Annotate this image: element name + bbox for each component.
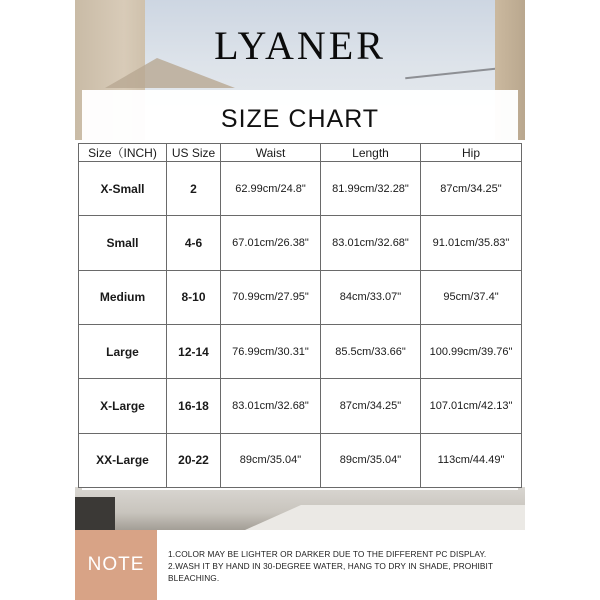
size-cell: Small xyxy=(79,216,167,270)
waist-cell: 62.99cm/24.8" xyxy=(221,162,321,216)
size-cell: Large xyxy=(79,324,167,378)
size-table xyxy=(78,143,522,488)
size-cell: Medium xyxy=(79,270,167,324)
note-line: BLEACHING. xyxy=(168,573,220,583)
header-size: Size（INCH) xyxy=(79,144,167,162)
length-cell: 81.99cm/32.28" xyxy=(321,162,421,216)
hip-cell: 100.99cm/39.76" xyxy=(421,324,522,378)
us-size-cell: 12-14 xyxy=(167,324,221,378)
waist-cell: 76.99cm/30.31" xyxy=(221,324,321,378)
waist-cell: 70.99cm/27.95" xyxy=(221,270,321,324)
hip-cell: 95cm/37.4" xyxy=(421,270,522,324)
table-row xyxy=(79,324,522,378)
waist-cell: 67.01cm/26.38" xyxy=(221,216,321,270)
table-header-row xyxy=(79,144,522,162)
hip-cell: 113cm/44.49" xyxy=(421,433,522,487)
us-size-cell: 20-22 xyxy=(167,433,221,487)
table-row xyxy=(79,162,522,216)
header-hip: Hip xyxy=(421,144,522,162)
length-cell: 87cm/34.25" xyxy=(321,379,421,433)
walkway-image xyxy=(245,505,525,530)
waist-cell: 89cm/35.04" xyxy=(221,433,321,487)
table-row xyxy=(79,270,522,324)
background-photo-bottom xyxy=(75,487,525,530)
us-size-cell: 16-18 xyxy=(167,379,221,433)
us-size-cell: 2 xyxy=(167,162,221,216)
note-label: NOTE xyxy=(87,554,145,575)
table-row xyxy=(79,379,522,433)
size-cell: XX-Large xyxy=(79,433,167,487)
note-line: 2.WASH IT BY HAND IN 30-DEGREE WATER, HANG TO DRY IN SHADE, PROHIBIT xyxy=(168,561,494,571)
us-size-cell: 8-10 xyxy=(167,270,221,324)
note-badge xyxy=(75,530,157,600)
header-waist: Waist xyxy=(221,144,321,162)
length-cell: 83.01cm/32.68" xyxy=(321,216,421,270)
note-text xyxy=(168,548,528,584)
shadow-area xyxy=(75,497,115,530)
length-cell: 85.5cm/33.66" xyxy=(321,324,421,378)
size-cell: X-Large xyxy=(79,379,167,433)
hip-cell: 91.01cm/35.83" xyxy=(421,216,522,270)
table-row xyxy=(79,433,522,487)
size-cell: X-Small xyxy=(79,162,167,216)
header-length: Length xyxy=(321,144,421,162)
brand-logo: LYANER xyxy=(214,23,386,68)
waist-cell: 83.01cm/32.68" xyxy=(221,379,321,433)
hip-cell: 87cm/34.25" xyxy=(421,162,522,216)
note-line: 1.COLOR MAY BE LIGHTER OR DARKER DUE TO THE DIFFERENT PC DISPLAY. xyxy=(168,549,487,559)
table-row xyxy=(79,216,522,270)
length-cell: 84cm/33.07" xyxy=(321,270,421,324)
header-us-size: US Size xyxy=(167,144,221,162)
length-cell: 89cm/35.04" xyxy=(321,433,421,487)
us-size-cell: 4-6 xyxy=(167,216,221,270)
page-title: SIZE CHART xyxy=(220,105,380,133)
hip-cell: 107.01cm/42.13" xyxy=(421,379,522,433)
